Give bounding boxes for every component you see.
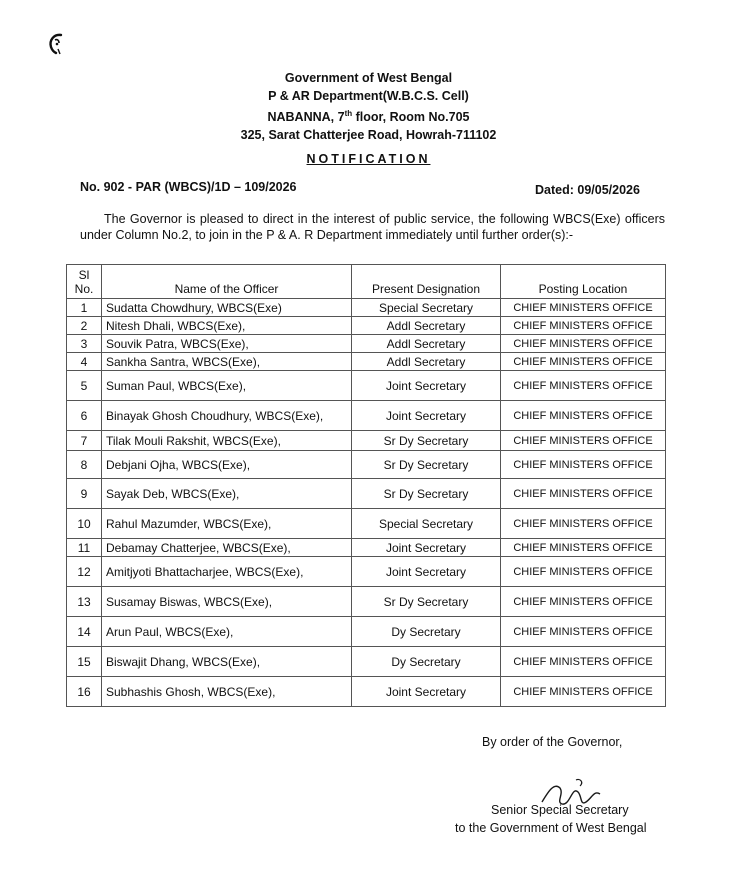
row-posting-location: CHIEF MINISTERS OFFICE [501,647,666,677]
row-posting-location: CHIEF MINISTERS OFFICE [501,335,666,353]
row-posting-location: CHIEF MINISTERS OFFICE [501,509,666,539]
reference-number: No. 902 - PAR (WBCS)/1D – 109/2026 [80,180,297,194]
officers-table [66,264,666,707]
row-designation: Joint Secretary [352,371,501,401]
header-sl-no: Sl No. [67,265,102,299]
row-designation: Special Secretary [352,509,501,539]
row-sl-no: 2 [67,317,102,335]
row-posting-location: CHIEF MINISTERS OFFICE [501,401,666,431]
table-row [67,479,666,509]
table-row [67,353,666,371]
table-row [67,617,666,647]
header-officer-name: Name of the Officer [102,265,352,299]
table-row [67,509,666,539]
signatory-organization: to the Government of West Bengal [455,821,647,835]
table-header-row [67,265,666,299]
row-designation: Sr Dy Secretary [352,451,501,479]
row-sl-no: 6 [67,401,102,431]
officer-rows [67,299,666,707]
row-officer-name: Sudatta Chowdhury, WBCS(Exe) [102,299,352,317]
row-posting-location: CHIEF MINISTERS OFFICE [501,353,666,371]
row-sl-no: 1 [67,299,102,317]
row-officer-name: Binayak Ghosh Choudhury, WBCS(Exe), [102,401,352,431]
row-designation: Joint Secretary [352,401,501,431]
row-sl-no: 4 [67,353,102,371]
row-designation: Joint Secretary [352,557,501,587]
row-sl-no: 13 [67,587,102,617]
row-posting-location: CHIEF MINISTERS OFFICE [501,451,666,479]
row-officer-name: Debjani Ojha, WBCS(Exe), [102,451,352,479]
header-government: Government of West Bengal [284,71,453,85]
row-officer-name: Nitesh Dhali, WBCS(Exe), [102,317,352,335]
row-officer-name: Tilak Mouli Rakshit, WBCS(Exe), [102,431,352,451]
table-row [67,539,666,557]
row-officer-name: Arun Paul, WBCS(Exe), [102,617,352,647]
row-posting-location: CHIEF MINISTERS OFFICE [501,299,666,317]
row-posting-location: CHIEF MINISTERS OFFICE [501,431,666,451]
row-officer-name: Souvik Patra, WBCS(Exe), [102,335,352,353]
row-sl-no: 9 [67,479,102,509]
row-posting-location: CHIEF MINISTERS OFFICE [501,677,666,707]
row-designation: Sr Dy Secretary [352,431,501,451]
row-posting-location: CHIEF MINISTERS OFFICE [501,317,666,335]
row-officer-name: Debamay Chatterjee, WBCS(Exe), [102,539,352,557]
row-officer-name: Rahul Mazumder, WBCS(Exe), [102,509,352,539]
row-officer-name: Susamay Biswas, WBCS(Exe), [102,587,352,617]
row-officer-name: Sayak Deb, WBCS(Exe), [102,479,352,509]
row-officer-name: Biswajit Dhang, WBCS(Exe), [102,647,352,677]
intro-paragraph: The Governor is pleased to direct in the interest of public service, the following WBCS(Exe) officers under Column No.2, to join in the P & A. R Department immediately until further order(s):- [80,212,665,242]
row-posting-location: CHIEF MINISTERS OFFICE [501,371,666,401]
header-posting-location: Posting Location [501,265,666,299]
row-posting-location: CHIEF MINISTERS OFFICE [501,617,666,647]
header-street-address: 325, Sarat Chatterjee Road, Howrah-711102 [240,127,497,142]
table-row [67,335,666,353]
row-designation: Special Secretary [352,299,501,317]
row-sl-no: 8 [67,451,102,479]
table-row [67,557,666,587]
row-officer-name: Sankha Santra, WBCS(Exe), [102,353,352,371]
row-posting-location: CHIEF MINISTERS OFFICE [501,539,666,557]
row-designation: Joint Secretary [352,677,501,707]
table-row [67,647,666,677]
signatory-title: Senior Special Secretary [491,803,629,817]
row-designation: Dy Secretary [352,647,501,677]
row-sl-no: 14 [67,617,102,647]
table-row [67,431,666,451]
row-officer-name: Subhashis Ghosh, WBCS(Exe), [102,677,352,707]
row-sl-no: 12 [67,557,102,587]
table-row [67,317,666,335]
row-sl-no: 16 [67,677,102,707]
row-sl-no: 10 [67,509,102,539]
table-row [67,401,666,431]
row-posting-location: CHIEF MINISTERS OFFICE [501,587,666,617]
notification-date: Dated: 09/05/2026 [535,183,640,197]
header-office-address: NABANNA, 7th floor, Room No.705 [267,109,470,125]
table-row [67,299,666,317]
table-row [67,677,666,707]
table-row [67,371,666,401]
row-sl-no: 15 [67,647,102,677]
row-designation: Dy Secretary [352,617,501,647]
row-designation: Addl Secretary [352,353,501,371]
row-officer-name: Suman Paul, WBCS(Exe), [102,371,352,401]
notification-title: NOTIFICATION [306,152,431,166]
header-department: P & AR Department(W.B.C.S. Cell) [268,88,469,103]
row-sl-no: 7 [67,431,102,451]
row-sl-no: 5 [67,371,102,401]
row-officer-name: Amitjyoti Bhattacharjee, WBCS(Exe), [102,557,352,587]
row-sl-no: 3 [67,335,102,353]
row-posting-location: CHIEF MINISTERS OFFICE [501,557,666,587]
row-posting-location: CHIEF MINISTERS OFFICE [501,479,666,509]
letterhead [0,70,737,144]
table-row [67,587,666,617]
table-row [67,451,666,479]
row-designation: Addl Secretary [352,335,501,353]
header-present-designation: Present Designation [352,265,501,299]
row-sl-no: 11 [67,539,102,557]
row-designation: Addl Secretary [352,317,501,335]
row-designation: Sr Dy Secretary [352,587,501,617]
by-order-text: By order of the Governor, [482,735,623,749]
row-designation: Sr Dy Secretary [352,479,501,509]
row-designation: Joint Secretary [352,539,501,557]
emblem-icon [46,31,70,55]
